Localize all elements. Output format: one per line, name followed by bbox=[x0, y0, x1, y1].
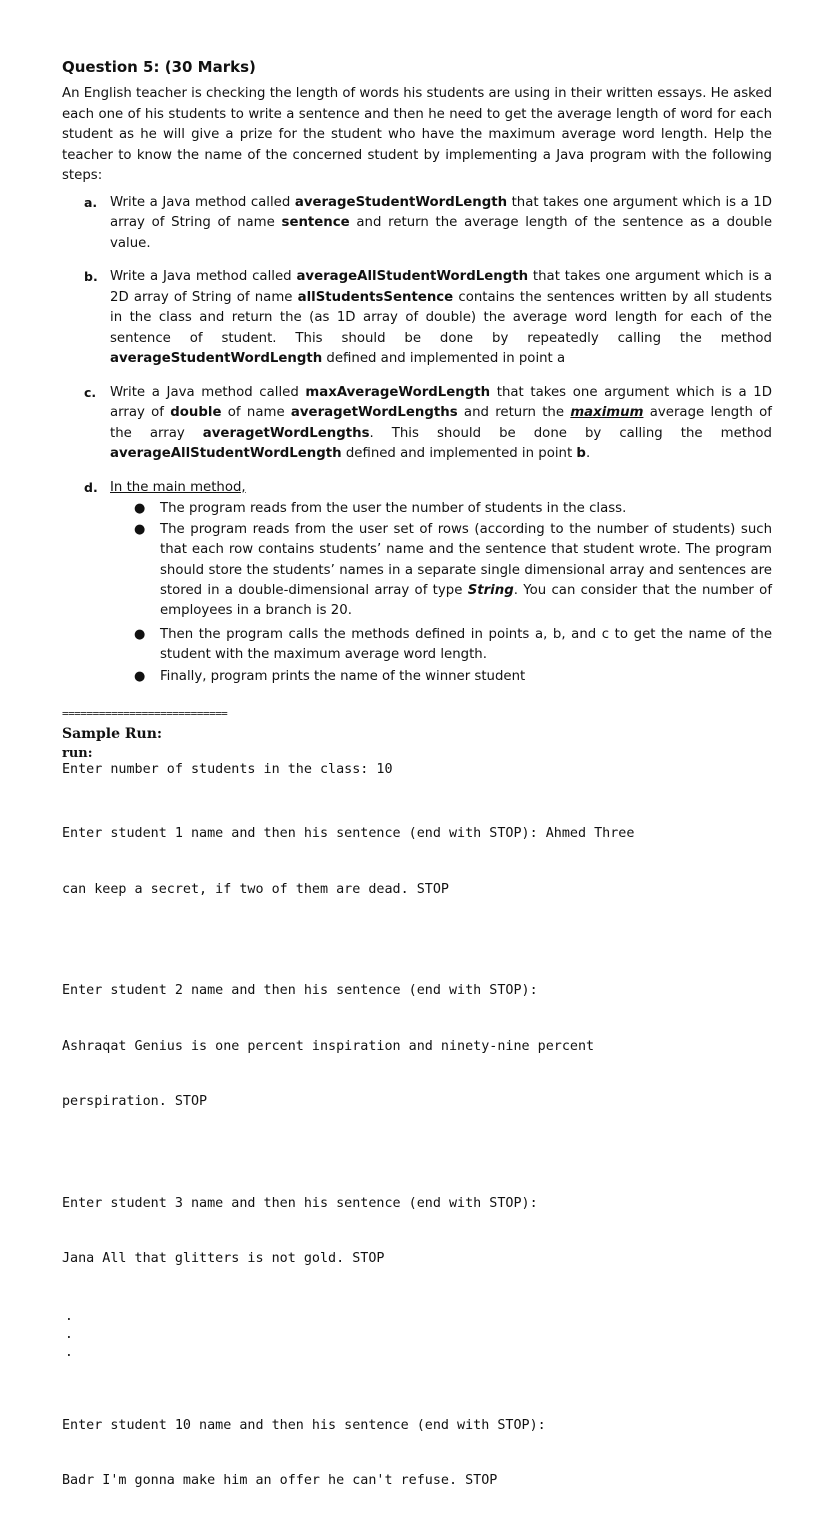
ellipsis-dots bbox=[62, 1308, 772, 1362]
bullet-text: . You can consider that the number of employees in a branch is 20. bbox=[160, 582, 772, 619]
item-c-text: . bbox=[585, 446, 591, 461]
bullet-icon: ● bbox=[134, 668, 146, 684]
bullet-icon: ● bbox=[134, 522, 146, 538]
console-block bbox=[62, 1380, 772, 1528]
main-method-steps bbox=[62, 499, 772, 687]
question-document bbox=[62, 58, 772, 1528]
item-c-text: . This should be done by calling the method bbox=[369, 425, 772, 441]
console-line: Jana All that glitters is not gold. STOP bbox=[62, 1251, 385, 1267]
item-a-text: and return the average length of the sentence as a double value. bbox=[110, 215, 772, 251]
item-c-text: average length of the array bbox=[110, 405, 772, 441]
console-block bbox=[62, 788, 772, 936]
item-b-text: Write a Java method called bbox=[110, 269, 297, 284]
item-c-text: defined and implemented in point bbox=[341, 446, 577, 461]
item-c-text: Write a Java method called bbox=[110, 384, 306, 400]
sample-run-title: Sample Run: bbox=[62, 725, 163, 742]
type-name: String bbox=[467, 582, 514, 598]
bullet-text: Then the program calls the methods defined in points a, b, and c to get the name of the student with the maximum average word length. bbox=[160, 627, 772, 663]
item-c-text: and return the bbox=[457, 405, 571, 420]
item-b-text: defined and implemented in point a bbox=[322, 351, 566, 366]
point-ref: b bbox=[576, 446, 586, 461]
console-line: Enter number of students in the class: 10 bbox=[62, 761, 393, 777]
console-line: Enter student 2 name and then his sentence (end with STOP): bbox=[62, 983, 538, 999]
type-name: double bbox=[170, 405, 222, 420]
method-name: averageStudentWordLength bbox=[110, 351, 323, 366]
item-d-label: d. bbox=[84, 479, 98, 495]
bullet-icon: ● bbox=[134, 501, 146, 516]
item-b-text: that takes one argument which is a 2D array of String of name bbox=[110, 269, 773, 305]
list-item bbox=[110, 667, 772, 687]
console-line: Badr I'm gonna make him an offer he can't refuse. STOP bbox=[62, 1473, 498, 1489]
item-c-label: c. bbox=[84, 384, 97, 400]
ellipsis-dot: . bbox=[65, 1308, 73, 1324]
item-d-heading: In the main method, bbox=[110, 479, 246, 495]
item-a bbox=[62, 193, 772, 255]
list-item bbox=[110, 499, 772, 519]
console-block bbox=[62, 945, 772, 1149]
item-d bbox=[62, 478, 772, 499]
bullet-text: Finally, program prints the name of the winner student bbox=[160, 668, 526, 684]
ellipsis-dot: . bbox=[65, 1326, 73, 1342]
item-a-label: a. bbox=[84, 194, 98, 210]
param-name: sentence bbox=[281, 215, 350, 230]
item-b-text: contains the sentences written by all students in the class and return the (as 1D array of double) the average word length for each of the sentence of student. This should be done by repeatedly calling the method bbox=[110, 289, 772, 346]
console-block bbox=[62, 1158, 772, 1306]
method-name: averageAllStudentWordLength bbox=[110, 446, 342, 461]
item-c bbox=[62, 383, 772, 465]
item-c-text: that takes one argument which is a 1D array of bbox=[110, 384, 772, 420]
bullet-text: The program reads from the user set of rows (according to the number of students) such that each row contains students’ name and the sentence that student wrote. The program should store the students’ names in a separate single dimensional array and sentences are stored in a double-dimensional array of type bbox=[160, 522, 772, 598]
list-item bbox=[110, 625, 772, 665]
console-line: Enter student 3 name and then his sentence (end with STOP): bbox=[62, 1195, 538, 1211]
separator-line: =========================== bbox=[62, 706, 228, 720]
bullet-icon: ● bbox=[134, 627, 146, 643]
console-line: Enter student 1 name and then his sentence (end with STOP): Ahmed Three bbox=[62, 826, 635, 842]
list-item bbox=[110, 520, 772, 621]
console-line: Ashraqat Genius is one percent inspiration and ninety-nine percent bbox=[62, 1038, 595, 1054]
question-title: Question 5: (30 Marks) bbox=[62, 58, 256, 76]
item-a-text: that takes one argument which is a 1D array of String of name bbox=[110, 194, 772, 230]
console-line: can keep a secret, if two of them are dead. STOP bbox=[62, 881, 449, 897]
param-name: averagetWordLengths bbox=[202, 425, 370, 441]
item-b-label: b. bbox=[84, 269, 98, 284]
question-intro: An English teacher is checking the length of words his students are using in their written essays. He asked each one of his students to write a sentence and then he need to get the average length of word for each student as he will give a prize for the student who have the maximum average word length. Help the teacher to know the name of the concerned student by implementing a Java program with the following steps: bbox=[62, 86, 773, 183]
emphasis-maximum: maximum bbox=[570, 405, 644, 420]
console-line: Enter student 10 name and then his sentence (end with STOP): bbox=[62, 1417, 546, 1433]
method-name: averageAllStudentWordLength bbox=[296, 269, 529, 284]
ellipsis-dot: . bbox=[65, 1344, 73, 1360]
bullet-text: The program reads from the user the number of students in the class. bbox=[160, 501, 627, 516]
item-a-text: Write a Java method called bbox=[110, 194, 295, 210]
item-c-text: of name bbox=[221, 405, 291, 420]
item-b bbox=[62, 267, 772, 370]
method-name: averageStudentWordLength bbox=[294, 194, 508, 210]
param-name: averagetWordLengths bbox=[290, 405, 458, 420]
run-label: run: bbox=[62, 745, 93, 761]
console-line: perspiration. STOP bbox=[62, 1094, 208, 1110]
method-name: maxAverageWordLength bbox=[305, 384, 491, 400]
param-name: allStudentsSentence bbox=[297, 289, 454, 305]
